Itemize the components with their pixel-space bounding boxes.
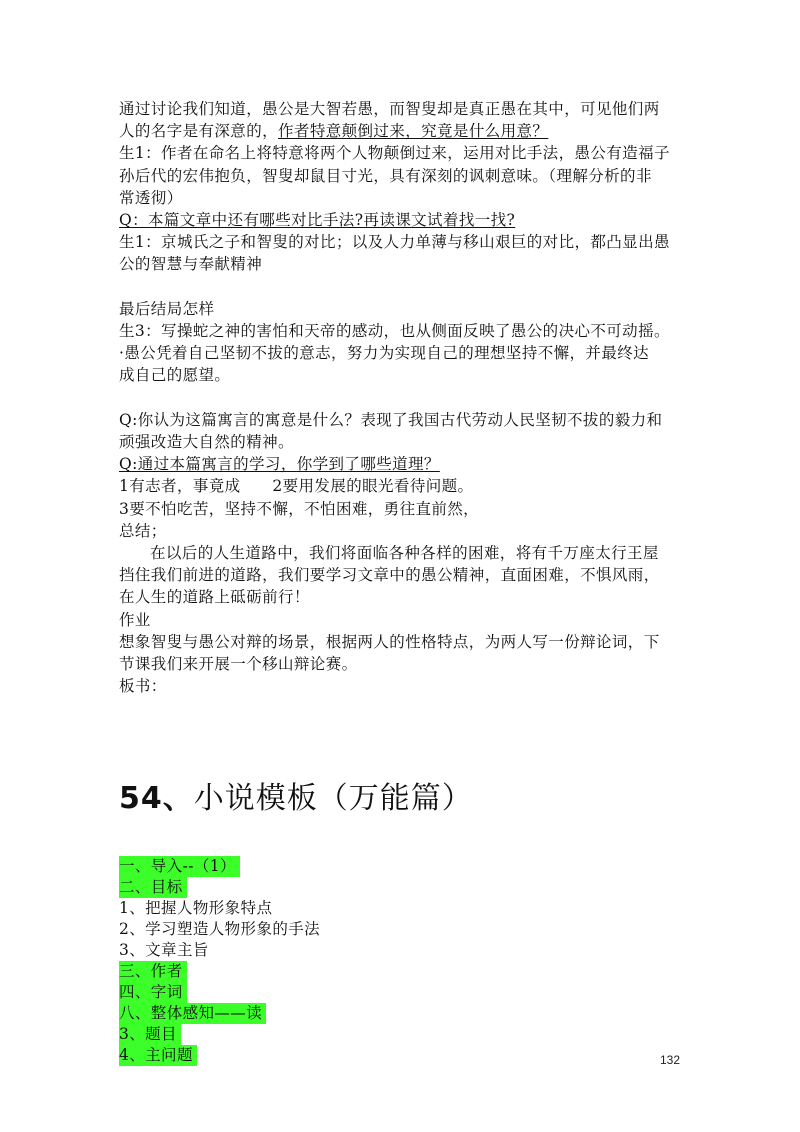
body-line: 顽强改造大自然的精神。: [119, 433, 294, 452]
body-line: 孙后代的宏伟抱负，智叟却鼠目寸光，具有深刻的讽刺意味。（理解分析的非: [119, 166, 652, 185]
body-text: 人的名字是有深意的，: [119, 122, 279, 141]
body-line: 成自己的愿望。: [119, 366, 231, 385]
body-line: 在以后的人生道路中，我们将面临各种各样的困难，将有千万座太行王屋: [150, 544, 659, 563]
body-line: 想象智叟与愚公对辩的场景，根据两人的性格特点，为两人写一份辩论词，下: [119, 632, 660, 651]
body-line: 通过讨论我们知道，愚公是大智若愚，而智叟却是真正愚在其中，可见他们两: [119, 100, 660, 118]
blank-line: [119, 387, 694, 409]
outline-item: [119, 877, 694, 898]
heading-title: 小说模板（万能篇）: [193, 781, 473, 817]
underlined-question: Q：本篇文章中还有哪些对比手法?再读课文试着找一找?: [119, 211, 516, 230]
outline-item: 1、把握人物形象特点: [119, 899, 273, 918]
highlighted-text: 4、主问题: [119, 1045, 197, 1066]
highlighted-text: 三、作者: [119, 961, 187, 982]
body-line: 作业: [119, 610, 151, 629]
body-line: 节课我们来开展一个移山辩论赛。: [119, 655, 358, 674]
body-line: 常透彻）: [119, 188, 183, 207]
section-heading: [119, 777, 694, 821]
outline-item: 2、学习塑造人物形象的手法: [119, 920, 321, 939]
outline-item: 3、文章主旨: [119, 941, 209, 960]
body-line: 挡住我们前进的道路，我们要学习文章中的愚公精神，直面困难，不惧风雨，: [119, 566, 660, 585]
body-line: Q:你认为这篇寓言的寓意是什么？表现了我国古代劳动人民坚韧不拔的毅力和: [119, 410, 663, 429]
body-line: 1有志者，事竟成 2要用发展的眼光看待问题。: [119, 477, 474, 496]
page-content: [119, 98, 694, 1066]
section-gap: [119, 697, 694, 777]
body-line: 生1：京城氏之子和智叟的对比；以及人力单薄与移山艰巨的对比，都凸显出愚: [119, 233, 670, 252]
body-line: 生3：写操蛇之神的害怕和天帝的感动，也从侧面反映了愚公的决心不可动摇。: [119, 322, 670, 341]
body-line: 板书：: [119, 677, 167, 696]
body-line: 3要不怕吃苦，坚持不懈，不怕困难，勇往直前然，: [119, 499, 480, 518]
body-line: 总结；: [119, 521, 167, 540]
highlighted-text: 一、导入--（1）: [119, 856, 240, 877]
highlighted-text: 二、目标: [119, 877, 187, 898]
outline-item: [119, 982, 694, 1003]
body-line: ·愚公凭着自己坚韧不拔的意志，努力为实现自己的理想坚持不懈，并最终达: [119, 344, 650, 363]
outline-item: [119, 1003, 694, 1024]
highlighted-text: 3、题目: [119, 1024, 181, 1045]
underlined-question: 作者特意颠倒过来，究竟是什么用意？: [278, 122, 549, 141]
body-line: 最后结局怎样: [119, 299, 215, 318]
outline-item: [119, 961, 694, 982]
outline-item: [119, 856, 694, 877]
outline-list: [119, 856, 694, 1066]
body-line: 公的智慧与奉献精神: [119, 255, 263, 274]
outline-item: [119, 1024, 694, 1045]
body-line: 生1：作者在命名上将特意将两个人物颠倒过来，运用对比手法，愚公有造福子: [119, 144, 670, 163]
highlighted-text: 四、字词: [119, 982, 187, 1003]
outline-item: [119, 1045, 694, 1066]
body-line: 在人生的道路上砥砺前行！: [119, 588, 310, 607]
underlined-question: Q:通过本篇寓言的学习，你学到了哪些道理？: [119, 455, 440, 474]
blank-line: [119, 276, 694, 298]
body-line: [119, 120, 694, 142]
page-number: 132: [660, 1053, 681, 1067]
heading-number: 54、: [119, 781, 194, 817]
highlighted-text: 八、整体感知——读: [119, 1003, 266, 1024]
